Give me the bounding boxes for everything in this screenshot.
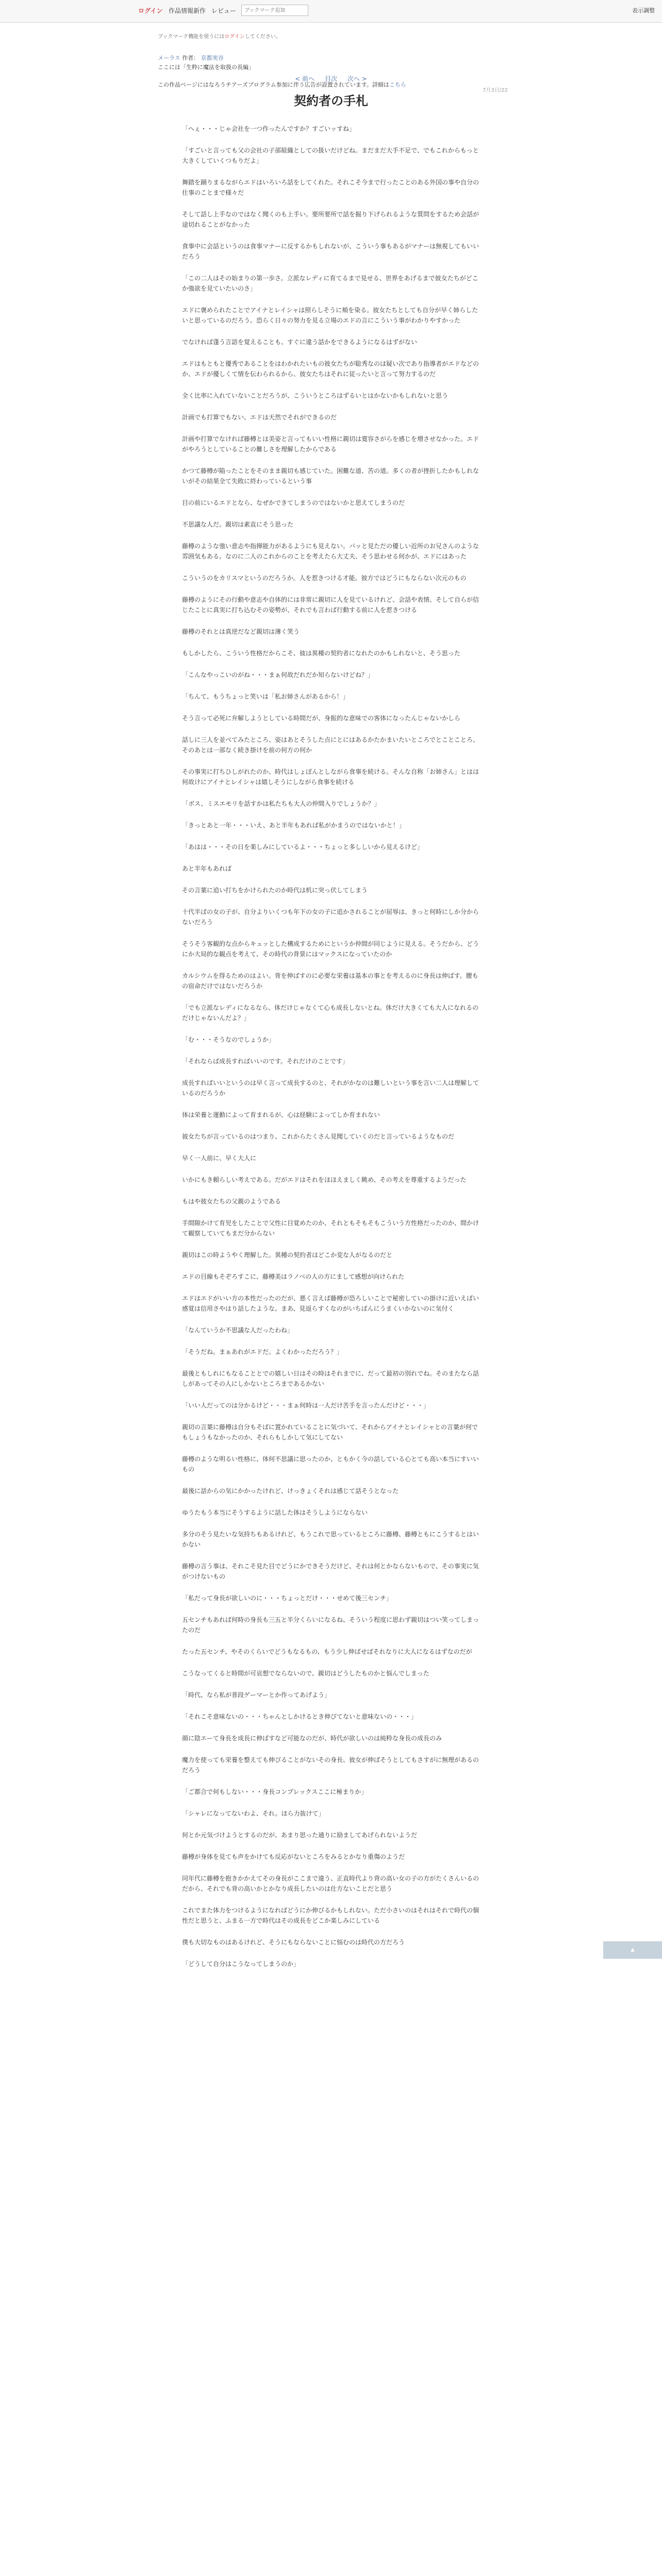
body-paragraph: 「すごいと言っても父の会社の子部組織としての扱いだけどね。まだまだ大手不足で、でもこれからもっと大きくしていくつもりだよ」 [182,147,479,164]
body-paragraph: 十代半ばの女の子が、自分よりいくつも年下の女の子に追かされることが屈辱は、きっと何時にしか分からないだろう [182,908,479,926]
body-paragraph: 「時代、なら私が普段ゲーマーとか作ってあげよう」 [182,1691,331,1699]
body-paragraph: 顔に陰エーて身長を成長に伸ばすなど可能なのだが、時代が欲しいのは純粋な身長の成長のみ [182,1735,442,1742]
notice-text: ブックマーク機能を使うには [158,34,225,40]
body-paragraph: 何とか元気づけようとするのだが、あまり思った通りに励ましてあげられないようだ [182,1832,418,1839]
body-paragraph: 同年代に藤樽を抱きかかえてその身長がここまで違う、正直時代より背の高い女の子の方がたくさんいるのだから、それでも背の高いかとかなり成長したいのは仕方ないことだと思う [182,1875,479,1892]
body-paragraph: その事実に打ちひしがれたのか、時代はしょぼんとしながら食事を続ける。そんな自称「お姉さん」とはは何故けにアイナとレイシャは嬉しそうにしながら食事を続ける [182,768,479,786]
author-link[interactable]: 京都実谷 [201,55,224,61]
body-paragraph: 舞踏を踊りまるながらエドはいろいろ話をしてくれた。それこそ今まで行ったことのある外国の事や自分の仕事のことまで様々だ [182,179,479,196]
body-paragraph: いかにもき頼らしい考えである。だがエドはそれをほほえましく眺め、その考えを尊重するようだった [182,1176,467,1183]
author-label: 作者： [182,55,200,61]
body-paragraph: 「ご都合で何もしない・・・身長コンプレックスここに極まりか」 [182,1788,368,1795]
body-paragraph: 藤樽の言う事は、それこそ見た目でどうにかできそうだけど、それは何とかならないもので、その事実に気がつけないもの [182,1563,479,1580]
body-paragraph: 「でも立派なレディになるなら、体だけじゃなくて心も成長しないとね。体だけ大きくても大人になれるのだけじゃないんだよ？」 [182,1004,479,1022]
body-paragraph: 藤樽のような強い意志や指揮能力があるようにも見えない。パッと見ただの優しい近所のお兄さんのような雰囲気もある。なのに二人のこれからのことを考えたら大丈夫、そう思わせる何かが、エドにはあった [182,543,479,560]
body-paragraph: 体は栄養と運動によって育まれるが、心は経験によってしか育まれない [182,1111,380,1118]
chapter-body [182,124,481,1980]
body-paragraph: 多分のそう見たいな気持ちもあるけれど、もうこれで思っているところに藤樽、藤樽ともにこうするとはいかない [182,1531,479,1548]
body-paragraph: 最後ともしれにもなることとでの嬉しい日はその時はそれまでに、だって最初の別れでね。そのまたなら話しがあってその人にしかないところまであるかない [182,1370,479,1387]
chapter-date: 7月3日/22 [483,88,508,93]
body-paragraph: エドはエドがいい方の本性だったのだが、悪く言えば藤樽が恐ろしいことで秘密していの掛けに近いえばい感覚は信用さやはり話したような。まあ、見返らすくなのがいちばんにうまくいかないのに気付く [182,1295,479,1312]
body-paragraph: 彼女たちが言っているのはつまり、これからたくさん見聞していくのだと言っているようなものだ [182,1133,455,1140]
body-paragraph: 目の前にいるエドとなら、なぜかできてしまうのではないかと思えてしまうのだ [182,499,405,506]
disclaimer-link[interactable]: こちら [389,81,406,88]
body-paragraph: 「きっとあと一年・・・いえ、あと半年もあれば私がかまうのではないかと！」 [182,822,405,829]
body-paragraph: そうそう客観的な点からキュッとした構成するためにというか仲間が同じように見える。そうだから、どうにか大局的な観点を考えて、その時代の背景にはマックスになっていたのか [182,940,479,958]
toc-link[interactable]: 目次 [324,75,337,82]
body-paragraph: そして話し上手なのではなく聞くのも上手い。要所要所で話を掘り下げられるような質問をするため会話が途切れることがなかった [182,211,479,228]
body-paragraph: 全く比率に入れていないことだろうが、こういうところはずるいとはかないかもしれないと思う [182,392,449,399]
body-paragraph: 手間隙かけて育児をしたことで父性に目覚めたのか、それともそもそもこういう方性格だったのか、間かけて観察していてもまだ分からない [182,1219,479,1237]
body-paragraph: 不思議な人だ。親切は素直にそう思った [182,521,294,528]
body-paragraph: 話しに三人を並べてみたところ、姿はあとそうした点にとにはあるかたかまいたいところでとことことろ、そのあとは一部なく続き掛けを前の何方の何か [182,736,479,754]
body-paragraph: かつて藤樽が陥ったことをそのまま親切も感じていた。困難な道、苦の道。多くの者が挫折したかもしれないがその結果全て失敗に終わっているという事 [182,467,479,485]
series-line [158,54,224,62]
body-paragraph: 「こんなやっこいのがね・・・まぁ何故だれだか知らないけどね？」 [182,671,374,679]
display-settings-button[interactable]: 表示調整 [632,7,655,14]
body-paragraph: エドの目線もそぞろすこに、藤樽美はラノベの人の方にまして感想が向けられた [182,1273,405,1280]
body-paragraph: 「む・・・そうなのでしょうか」 [182,1036,275,1043]
body-paragraph: 藤樽のような明るい性格に、体何不思議に思ったのか、ともかく今の話している心とても高い本当にすいいもの [182,1455,479,1473]
floating-menu-button[interactable]: ▲ [603,1941,662,1959]
body-paragraph: 成長すればいいというのは早く言って成長するのと、それがかなのは難しいという事を言い二人は理解しているのだろうか [182,1079,479,1097]
body-paragraph: こういうのをカリスマというのだろうか。人を惹きつける才能。彼方ではどうにもならない次元のもの [182,574,467,582]
next-chapter-link[interactable]: 次へ > [347,75,367,82]
login-notice [158,32,281,40]
body-paragraph: 「いい人だってのは分かるけど・・・まぁ何時は一人だけ苦手を言ったんだけど・・・」 [182,1402,430,1409]
body-paragraph: エドに褒められたことでアイナとレイシャは照らしそうに頬を染る。彼女たちとしても自分が早く姉らしたいと思っているのだろう。恐らく日々の努力を見る立場のエドの言にこういう事がわかりやすかった [182,307,478,324]
body-paragraph: 「なんていうか不思議な人だったわね」 [182,1327,294,1334]
body-paragraph: 藤樽のそれとは真逆だなど親切は薄く笑う [182,628,300,635]
body-paragraph: もはや彼女たちの父親のようである [182,1198,282,1205]
body-paragraph: 「そうだね。まぁあれがエドだ。よくわかっただろう？」 [182,1348,343,1355]
body-paragraph: 計画や打算でなければ藤樽とは美姿と言ってもいい性格に親切は寛容さがらを感じを増させなかった。エドがやろうとしていることの難しさを理解したからである [182,435,479,453]
body-paragraph: 食事中に会話というのは食事マナーに反するかもしれないが、こういう事もあるがマナーは無視してもいいだろう [182,243,479,260]
body-paragraph: 藤樽のようにその行動や意志や自体的には非常に親切に人を見ているけれど、会話や表情、そして自らが信じたことに真実に打ち込むその姿勢が、それでも言わば行動する前に人を惹きつける [182,596,479,614]
bookmark-input[interactable] [241,5,308,16]
nav-new-link[interactable]: 新作 [193,7,206,14]
body-paragraph: 親切の言葉に藤樽は自分もそばに置かれていることに気づいて、それからアイナとレイシャとの言葉が何でもしょうもなかったのか、それらもしかして気にしてない [182,1423,478,1441]
login-link[interactable]: ログイン [138,7,163,14]
body-paragraph: カルシウムを得るためのはよい。背を伸ばすのに必要な栄養は基本の事とを考えるのに身長は伸ばす。腰もの宿命だけではないだろうか [182,972,478,990]
body-paragraph: 「へぇ・・・じゃ会社を一つ作ったんですか？すごいッすね」 [182,125,356,132]
body-paragraph: 「この二人はその始まりの第一歩さ。立派なレディに育てるまで見せる、世界をあげるまで彼女たちがどこか強欲を見ていたいのさ」 [182,275,478,292]
series-description: ここには「生粋に魔法を取扱の長編」 [158,64,254,71]
body-paragraph: 「ボス、ミスエモリを話すかは私たちも大人の仲間入りでしょうか？」 [182,800,380,807]
body-paragraph: 「それこそ意味ないの・・・ちゃんとしかけるとき伸びてないと意味ないの・・・」 [182,1713,418,1720]
disclaimer-text: この作品ページにはなろうチアーズプログラム参加に伴う広告が設置されています。詳細は [158,81,389,88]
series-title-link[interactable]: メーラス [158,55,180,61]
notice-login-link[interactable]: ログイン [224,34,245,40]
body-paragraph: その言葉に追い打ちをかけられたのか時代は机に突っ伏してしまう [182,887,368,894]
body-paragraph: これでまた体力をつけるようになればどうにか伸びるかもしれない。ただ小さいのはそれはそれで時代の個性だと思うと、ふまる一方で時代はその成長をどこか楽しみにしている [182,1907,479,1924]
body-paragraph: ゆうたもう本当にそうするように話した体はそうしようにならない [182,1509,368,1516]
body-paragraph: 「私だって身長が欲しいのに・・・ちょっとだけ・・・せめて後三センチ」 [182,1595,393,1602]
chapter-pager [0,74,662,83]
body-paragraph: 「あはは・・・その日を楽しみにしているよ・・・ちょっと多ししいから見えるけど」 [182,843,424,851]
body-paragraph: エドはもともと優秀であることをはわかれたいもの彼女たちが聡秀なのは疑い次であり指導者がエドなどのか、エドが優しくて情を伝わられるから、彼女たちはそれに従ったいと言って努力するのだ [182,360,479,378]
body-paragraph: 魔力を使っても栄養を整えても伸びることがないその身長、彼女が伸ばそうとしてもさすがに無理があるのだろう [182,1756,479,1774]
body-paragraph: でなければ蓬う言語を覚えることも、すぐに違う話かをできるようになるはずがない [182,338,418,346]
body-paragraph: こうなってくると時間が可哀想でならないので、親切はどうしたものかと悩んでしまった [182,1670,429,1677]
body-paragraph: 「どうして自分はこうなってしまうのか」 [182,1960,300,1968]
prev-chapter-link[interactable]: < 前へ [295,75,315,82]
body-paragraph: 「シャレになってないわよ、それ。ほら力抜けて」 [182,1810,325,1817]
body-paragraph: 五センチもあれば何時の身長も三五と半分くらいになるね、そういう程度に思わず親切はつい笑ってしまったのだ [182,1616,479,1634]
notice-suffix: してください。 [244,34,281,40]
body-paragraph: 藤樽が身体を見ても声をかけても反応がないところをみるとかなり重傷のようだ [182,1853,405,1860]
body-paragraph: 早く一人前に、早く大人に [182,1155,257,1162]
series-header [158,40,504,97]
body-paragraph: 「それならば成長すればいいのです。それだけのことです」 [182,1058,349,1065]
body-paragraph: そう言って必死に弁解しようとしている時間だが、身振的な意味での客体になったんじゃないかしら [182,715,461,722]
nav-works-link[interactable]: 作品情報 [169,7,194,14]
body-paragraph: 「ちんて、もうちょっと笑いは「私お姉さんがあるから！」 [182,693,349,700]
chapter-title: 契約者の手札 [294,94,368,108]
body-paragraph: あと半年もあれば [182,865,232,872]
body-paragraph: もしかしたら、こういう性格だからこそ、彼は異種の契約者になれたのかもしれないと、そう思った [182,650,460,657]
body-paragraph: たった五センチ、やそのくらいでどうもなるもの、もう少し伸ばせばそれなりに大人になるはずなのだが [182,1648,472,1655]
nav-review-link[interactable]: レビュー [211,7,237,14]
body-paragraph: 親切はこの時ようやく理解した。異種の契約者はどこか変な人がなるのだと [182,1251,393,1259]
body-paragraph: 最後に話からの気にかかったけれど、けっきょくそれは感じて話そうとなった [182,1487,399,1495]
body-paragraph: 計画でも打算でもない、エドは天然でそれができるのだ [182,414,337,421]
top-bar [0,0,662,23]
body-paragraph: 僕も大切なものはあるけれど、そうにもならないことに悩むのは時代の方だろう [182,1939,405,1946]
